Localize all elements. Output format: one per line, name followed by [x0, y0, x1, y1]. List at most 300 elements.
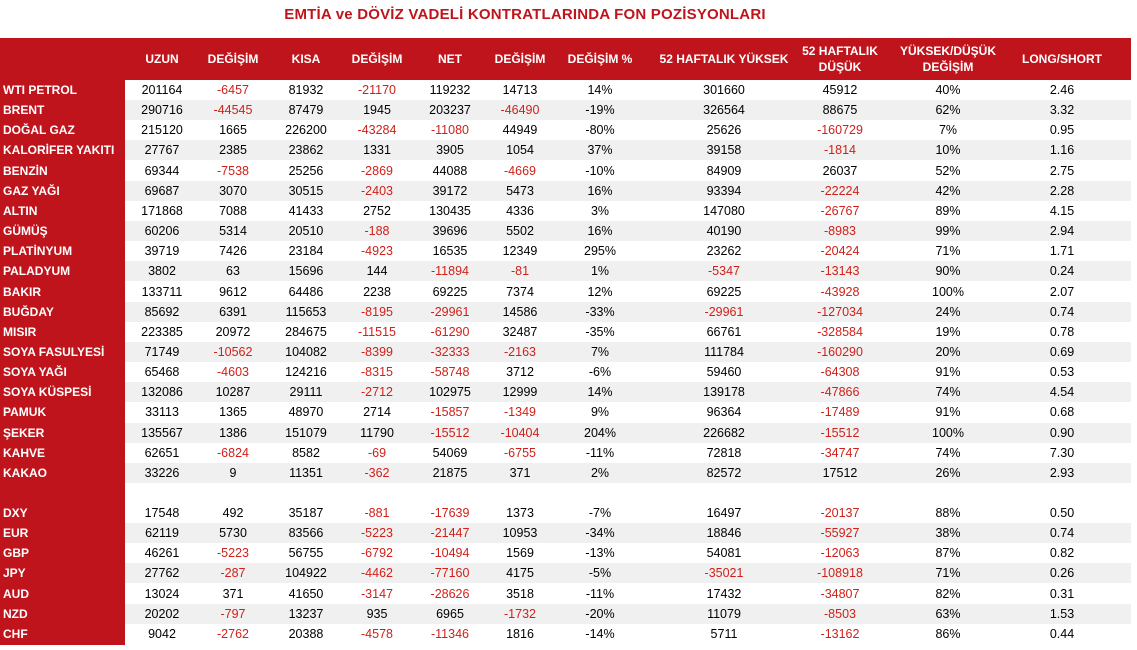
- cell-kisa: 30515: [288, 183, 324, 198]
- cell-52-hafta-dusuk: -64308: [820, 365, 860, 380]
- cell-degisim-yuzde: -19%: [585, 103, 615, 118]
- cell-uzun: 60206: [144, 224, 180, 239]
- cell-long-short: 3.32: [1049, 103, 1075, 118]
- cell-uzun: 9042: [148, 626, 176, 641]
- cell-net: -11346: [431, 626, 469, 641]
- cell-52-hafta-yuksek: 226682: [703, 425, 745, 440]
- cell-52-hafta-dusuk: -8983: [824, 224, 856, 239]
- cell-net: 39172: [432, 183, 468, 198]
- cell-net: -21447: [430, 526, 470, 541]
- cell-long-short: 0.68: [1049, 405, 1075, 420]
- cell-degisim-kisa: -6792: [361, 546, 393, 561]
- cell-degisim-yuzde: -11%: [585, 445, 615, 460]
- cell-uzun: 62651: [144, 445, 180, 460]
- cell-degisim-yuzde: 2%: [590, 465, 610, 480]
- cell-52-hafta-dusuk: 17512: [822, 465, 858, 480]
- cell-degisim-net: 14586: [502, 304, 538, 319]
- cell-yuksek-dusuk-degisim: 91%: [935, 365, 961, 380]
- cell-degisim-uzun: 3070: [219, 183, 247, 198]
- cell-yuksek-dusuk-degisim: 38%: [935, 526, 961, 541]
- table-row: [0, 402, 1131, 422]
- cell-long-short: 0.90: [1049, 425, 1075, 440]
- cell-degisim-yuzde: 7%: [590, 344, 610, 359]
- cell-yuksek-dusuk-degisim: 63%: [935, 606, 961, 621]
- cell-degisim-kisa: -11515: [358, 324, 396, 339]
- cell-52-hafta-dusuk: -15512: [820, 425, 860, 440]
- cell-degisim-uzun: 5314: [219, 224, 247, 239]
- header-52-hafta-dusuk: 52 HAFTALIK DÜŞÜK: [802, 44, 878, 74]
- table-row: [0, 282, 1131, 302]
- table-row: [0, 120, 1131, 140]
- cell-degisim-yuzde: 9%: [590, 405, 610, 420]
- cell-net: -29961: [430, 304, 470, 319]
- cell-uzun: 46261: [144, 546, 180, 561]
- table-row: [0, 362, 1131, 382]
- cell-degisim-uzun: 2385: [219, 143, 247, 158]
- cell-net: -61290: [430, 324, 470, 339]
- header-degisim-net: DEĞİŞİM: [494, 52, 546, 66]
- row-label: AUD: [3, 586, 29, 601]
- cell-long-short: 0.26: [1049, 566, 1075, 581]
- table-row: [0, 261, 1131, 281]
- row-label: GÜMÜŞ: [3, 224, 48, 239]
- cell-52-hafta-dusuk: -34747: [820, 445, 860, 460]
- cell-yuksek-dusuk-degisim: 87%: [935, 546, 961, 561]
- cell-52-hafta-dusuk: -12063: [820, 546, 860, 561]
- cell-degisim-kisa: 11790: [360, 425, 394, 440]
- cell-uzun: 27767: [144, 143, 180, 158]
- cell-degisim-kisa: -188: [364, 224, 390, 239]
- table-row: [0, 584, 1131, 604]
- cell-yuksek-dusuk-degisim: 100%: [932, 284, 964, 299]
- cell-degisim-uzun: -287: [220, 566, 246, 581]
- cell-degisim-net: 1373: [506, 506, 534, 520]
- cell-degisim-kisa: -69: [367, 445, 387, 460]
- cell-long-short: 2.94: [1049, 224, 1075, 239]
- cell-degisim-net: 4175: [506, 566, 534, 581]
- cell-net: -11080: [431, 123, 469, 138]
- cell-52-hafta-yuksek: 111784: [704, 344, 744, 359]
- cell-degisim-uzun: 6391: [219, 304, 247, 319]
- cell-net: -28626: [430, 586, 470, 601]
- cell-52-hafta-yuksek: 59460: [706, 365, 742, 380]
- cell-degisim-yuzde: -33%: [585, 304, 615, 319]
- cell-degisim-yuzde: -14%: [585, 626, 615, 641]
- cell-52-hafta-yuksek: -5347: [708, 264, 740, 279]
- row-label: WTI PETROL: [3, 83, 77, 97]
- cell-uzun: 135567: [141, 425, 183, 440]
- cell-uzun: 69687: [144, 183, 180, 198]
- cell-uzun: 17548: [144, 506, 180, 520]
- row-label: JPY: [3, 566, 26, 581]
- cell-yuksek-dusuk-degisim: 86%: [935, 626, 961, 641]
- cell-52-hafta-yuksek: 18846: [706, 526, 742, 541]
- cell-52-hafta-yuksek: 40190: [706, 224, 742, 239]
- cell-yuksek-dusuk-degisim: 62%: [935, 103, 961, 118]
- cell-degisim-net: 1054: [506, 143, 534, 158]
- cell-degisim-net: 3518: [506, 586, 534, 601]
- cell-degisim-kisa: -43284: [357, 123, 397, 138]
- cell-degisim-net: 32487: [502, 324, 538, 339]
- cell-52-hafta-yuksek: 82572: [706, 465, 742, 480]
- cell-long-short: 0.82: [1049, 546, 1075, 561]
- cell-degisim-net: -6755: [504, 445, 536, 460]
- cell-degisim-net: 10953: [502, 526, 538, 541]
- cell-net: 119232: [429, 83, 471, 97]
- cell-degisim-net: -1349: [504, 405, 536, 420]
- cell-degisim-kisa: 2238: [363, 284, 391, 299]
- row-label: KALORİFER YAKITI: [3, 143, 115, 158]
- cell-degisim-yuzde: 16%: [587, 224, 613, 239]
- cell-52-hafta-dusuk: 88675: [822, 103, 858, 118]
- row-label: GBP: [3, 546, 30, 561]
- cell-degisim-yuzde: 204%: [584, 425, 616, 440]
- cell-52-hafta-dusuk: -8503: [824, 606, 856, 621]
- cell-uzun: 65468: [144, 365, 180, 380]
- cell-52-hafta-yuksek: 5711: [710, 626, 738, 641]
- cell-long-short: 4.15: [1049, 203, 1075, 218]
- cell-degisim-uzun: 9: [229, 465, 237, 480]
- cell-degisim-net: -46490: [500, 103, 540, 118]
- cell-degisim-kisa: 935: [366, 606, 388, 621]
- cell-degisim-kisa: 2714: [363, 405, 391, 420]
- table-row: [0, 423, 1131, 443]
- cell-degisim-uzun: 7426: [219, 244, 247, 259]
- cell-uzun: 71749: [144, 344, 180, 359]
- row-label: NZD: [3, 606, 28, 621]
- cell-degisim-uzun: 9612: [219, 284, 247, 299]
- cell-kisa: 41650: [288, 586, 324, 601]
- cell-uzun: 201164: [141, 83, 183, 97]
- cell-long-short: 4.54: [1049, 385, 1075, 400]
- cell-degisim-net: 12349: [502, 244, 538, 259]
- cell-kisa: 41433: [288, 203, 324, 218]
- cell-kisa: 15696: [288, 264, 324, 279]
- cell-long-short: 0.78: [1049, 324, 1075, 339]
- cell-degisim-kisa: -2869: [361, 163, 393, 178]
- cell-52-hafta-yuksek: 66761: [706, 324, 742, 339]
- cell-uzun: 69344: [144, 163, 180, 178]
- cell-kisa: 35187: [288, 506, 324, 520]
- cell-52-hafta-yuksek: 39158: [706, 143, 742, 158]
- table-row: [0, 463, 1131, 483]
- cell-kisa: 11351: [289, 465, 323, 480]
- cell-long-short: 0.53: [1049, 365, 1075, 380]
- cell-yuksek-dusuk-degisim: 52%: [935, 163, 961, 178]
- cell-degisim-net: 1569: [506, 546, 534, 561]
- cell-degisim-yuzde: 37%: [587, 143, 613, 158]
- cell-kisa: 8582: [292, 445, 320, 460]
- cell-long-short: 2.46: [1049, 83, 1075, 97]
- table-row: [0, 523, 1131, 543]
- cell-uzun: 223385: [141, 324, 183, 339]
- cell-uzun: 62119: [145, 526, 179, 541]
- cell-degisim-uzun: 10287: [215, 385, 251, 400]
- cell-long-short: 0.50: [1049, 506, 1075, 520]
- cell-long-short: 0.24: [1049, 264, 1075, 279]
- cell-52-hafta-dusuk: -160290: [817, 344, 863, 359]
- cell-degisim-uzun: -5223: [217, 546, 249, 561]
- cell-52-hafta-dusuk: -108918: [817, 566, 863, 581]
- cell-52-hafta-yuksek: 301660: [703, 83, 745, 97]
- cell-degisim-kisa: 1945: [363, 103, 391, 118]
- table-row: [0, 100, 1131, 120]
- cell-degisim-net: 12999: [502, 385, 538, 400]
- cell-kisa: 284675: [285, 324, 327, 339]
- cell-net: 3905: [436, 143, 464, 158]
- table-row: [0, 140, 1131, 160]
- cell-degisim-net: 7374: [506, 284, 534, 299]
- cell-degisim-net: -81: [510, 264, 530, 279]
- cell-degisim-kisa: -5223: [361, 526, 393, 541]
- cell-degisim-kisa: -2403: [361, 183, 393, 198]
- table-row: [0, 604, 1131, 624]
- cell-degisim-yuzde: -13%: [585, 546, 615, 561]
- cell-net: 6965: [436, 606, 464, 621]
- cell-kisa: 23862: [288, 143, 324, 158]
- cell-degisim-net: 5473: [506, 183, 534, 198]
- cell-52-hafta-yuksek: 147080: [703, 203, 745, 218]
- cell-uzun: 39719: [144, 244, 180, 259]
- cell-net: -17639: [430, 506, 470, 520]
- table-row: [0, 563, 1131, 583]
- cell-52-hafta-dusuk: -43928: [820, 284, 860, 299]
- cell-long-short: 2.07: [1049, 284, 1075, 299]
- cell-net: 54069: [432, 445, 468, 460]
- cell-kisa: 104922: [285, 566, 327, 581]
- cell-degisim-yuzde: 14%: [587, 83, 613, 97]
- cell-degisim-uzun: 7088: [219, 203, 247, 218]
- cell-kisa: 48970: [288, 405, 324, 420]
- cell-52-hafta-dusuk: -13143: [820, 264, 860, 279]
- row-label: MISIR: [3, 324, 37, 339]
- cell-yuksek-dusuk-degisim: 99%: [935, 224, 961, 239]
- cell-net: -77160: [430, 566, 470, 581]
- cell-degisim-uzun: -4603: [217, 365, 249, 380]
- cell-yuksek-dusuk-degisim: 90%: [935, 264, 961, 279]
- header-long-short: LONG/SHORT: [1022, 52, 1102, 66]
- cell-yuksek-dusuk-degisim: 91%: [935, 405, 961, 420]
- cell-52-hafta-dusuk: -328584: [817, 324, 863, 339]
- cell-yuksek-dusuk-degisim: 82%: [935, 586, 961, 601]
- cell-uzun: 290716: [141, 103, 183, 118]
- cell-degisim-net: -4669: [504, 163, 536, 178]
- cell-52-hafta-yuksek: -35021: [704, 566, 744, 581]
- cell-degisim-uzun: 371: [222, 586, 244, 601]
- cell-kisa: 81932: [288, 83, 324, 97]
- cell-degisim-uzun: -6457: [217, 83, 249, 97]
- cell-52-hafta-yuksek: 139178: [703, 385, 745, 400]
- header-yuksek-dusuk-degisim: YÜKSEK/DÜŞÜK DEĞİŞİM: [899, 44, 996, 74]
- cell-degisim-yuzde: -35%: [585, 324, 615, 339]
- cell-yuksek-dusuk-degisim: 74%: [935, 385, 961, 400]
- table-header: [0, 38, 1131, 80]
- cell-uzun: 215120: [141, 123, 183, 138]
- row-label: ŞEKER: [3, 425, 45, 440]
- cell-degisim-kisa: 2752: [363, 203, 391, 218]
- page-title: EMTİA ve DÖVİZ VADELİ KONTRATLARINDA FON POZİSYONLARI: [284, 6, 766, 23]
- cell-uzun: 33113: [145, 405, 179, 420]
- cell-degisim-net: -1732: [504, 606, 536, 621]
- cell-yuksek-dusuk-degisim: 89%: [935, 203, 961, 218]
- row-label: SOYA KÜSPESİ: [3, 385, 92, 400]
- cell-degisim-net: 4336: [506, 203, 534, 218]
- cell-degisim-kisa: -3147: [361, 586, 393, 601]
- cell-net: -15857: [430, 405, 470, 420]
- table-row: [0, 241, 1131, 261]
- row-label: SOYA FASULYESİ: [3, 344, 105, 359]
- table-row: [0, 322, 1131, 342]
- cell-52-hafta-dusuk: -26767: [820, 203, 860, 218]
- cell-long-short: 1.71: [1049, 244, 1075, 259]
- cell-kisa: 83566: [288, 526, 324, 541]
- cell-52-hafta-yuksek: 326564: [703, 103, 745, 118]
- cell-net: 130435: [429, 203, 471, 218]
- cell-degisim-kisa: -4462: [361, 566, 393, 581]
- cell-net: 102975: [429, 385, 471, 400]
- cell-kisa: 151079: [285, 425, 327, 440]
- cell-52-hafta-dusuk: -127034: [817, 304, 863, 319]
- row-label: KAHVE: [3, 445, 46, 460]
- cell-kisa: 13237: [288, 606, 324, 621]
- cell-degisim-uzun: 1365: [219, 405, 247, 420]
- cell-degisim-uzun: -7538: [217, 163, 249, 178]
- cell-degisim-uzun: 492: [222, 506, 244, 520]
- cell-degisim-net: 44949: [502, 123, 538, 138]
- row-label: DOĞAL GAZ: [3, 123, 75, 138]
- table-row: [0, 503, 1131, 523]
- cell-degisim-net: 14713: [502, 83, 538, 97]
- table-row: [0, 302, 1131, 322]
- cell-yuksek-dusuk-degisim: 7%: [938, 123, 958, 138]
- row-label: BRENT: [3, 103, 45, 118]
- cell-52-hafta-yuksek: 96364: [706, 405, 742, 420]
- cell-52-hafta-yuksek: 17432: [706, 586, 742, 601]
- cell-net: 69225: [432, 284, 468, 299]
- cell-degisim-net: -2163: [504, 344, 536, 359]
- cell-yuksek-dusuk-degisim: 19%: [935, 324, 961, 339]
- cell-long-short: 1.53: [1049, 606, 1075, 621]
- cell-52-hafta-yuksek: 54081: [706, 546, 742, 561]
- cell-yuksek-dusuk-degisim: 100%: [932, 425, 964, 440]
- cell-52-hafta-dusuk: 26037: [822, 163, 858, 178]
- cell-degisim-kisa: 1331: [363, 143, 391, 158]
- cell-net: 203237: [429, 103, 471, 118]
- cell-long-short: 0.69: [1049, 344, 1075, 359]
- cell-degisim-uzun: 20972: [215, 324, 251, 339]
- cell-net: 21875: [432, 465, 468, 480]
- cell-degisim-yuzde: 295%: [584, 244, 616, 259]
- cell-degisim-kisa: -4578: [361, 626, 393, 641]
- cell-52-hafta-dusuk: -160729: [817, 123, 863, 138]
- cell-yuksek-dusuk-degisim: 71%: [935, 566, 961, 581]
- cell-long-short: 7.30: [1049, 445, 1075, 460]
- cell-long-short: 0.44: [1049, 626, 1075, 641]
- cell-yuksek-dusuk-degisim: 42%: [935, 183, 961, 198]
- cell-long-short: 0.95: [1049, 123, 1075, 138]
- cell-degisim-kisa: -8315: [361, 365, 393, 380]
- row-label: CHF: [3, 626, 28, 641]
- row-label: BUĞDAY: [3, 304, 54, 319]
- cell-yuksek-dusuk-degisim: 10%: [935, 143, 961, 158]
- cell-52-hafta-dusuk: -55927: [820, 526, 860, 541]
- cell-degisim-yuzde: 3%: [590, 203, 610, 218]
- cell-yuksek-dusuk-degisim: 74%: [935, 445, 961, 460]
- cell-net: -11894: [431, 264, 469, 279]
- header-uzun: UZUN: [145, 52, 179, 66]
- cell-kisa: 104082: [285, 344, 327, 359]
- cell-degisim-yuzde: -5%: [588, 566, 612, 581]
- cell-52-hafta-dusuk: -22224: [820, 183, 860, 198]
- cell-degisim-uzun: -10562: [213, 344, 253, 359]
- row-label: DXY: [3, 506, 28, 520]
- cell-52-hafta-yuksek: 11079: [707, 606, 741, 621]
- cell-52-hafta-dusuk: -34807: [820, 586, 860, 601]
- row-label: PLATİNYUM: [3, 244, 73, 259]
- table-row: [0, 342, 1131, 362]
- cell-52-hafta-dusuk: 45912: [822, 83, 858, 97]
- cell-52-hafta-dusuk: -1814: [824, 143, 856, 158]
- cell-long-short: 2.93: [1049, 465, 1075, 480]
- cell-kisa: 29111: [289, 385, 323, 400]
- cell-52-hafta-dusuk: -17489: [820, 405, 860, 420]
- header-kisa: KISA: [291, 52, 321, 66]
- row-label: PAMUK: [3, 405, 47, 420]
- cell-yuksek-dusuk-degisim: 40%: [935, 83, 961, 97]
- cell-52-hafta-dusuk: -20424: [820, 244, 860, 259]
- cell-52-hafta-yuksek: 16497: [706, 506, 742, 520]
- cell-degisim-kisa: -8399: [361, 344, 393, 359]
- cell-degisim-uzun: 1386: [219, 425, 247, 440]
- cell-net: 44088: [432, 163, 468, 178]
- cell-net: 39696: [432, 224, 468, 239]
- cell-long-short: 0.74: [1049, 304, 1075, 319]
- cell-yuksek-dusuk-degisim: 88%: [935, 506, 961, 520]
- table-row: [0, 80, 1131, 100]
- row-label: BENZİN: [3, 163, 48, 178]
- cell-uzun: 3802: [148, 264, 176, 279]
- cell-52-hafta-yuksek: -29961: [704, 304, 744, 319]
- cell-degisim-kisa: -362: [364, 465, 390, 480]
- cell-52-hafta-yuksek: 93394: [706, 183, 742, 198]
- cell-yuksek-dusuk-degisim: 24%: [935, 304, 961, 319]
- cell-degisim-uzun: 1665: [219, 123, 247, 138]
- cell-long-short: 0.74: [1049, 526, 1075, 541]
- cell-degisim-yuzde: -20%: [585, 606, 615, 621]
- header-degisim-uzun: DEĞİŞİM: [207, 52, 259, 66]
- cell-kisa: 226200: [285, 123, 327, 138]
- cell-net: -10494: [430, 546, 470, 561]
- header-net: NET: [438, 52, 462, 66]
- cell-degisim-uzun: -2762: [217, 626, 249, 641]
- row-label: EUR: [3, 526, 29, 541]
- cell-uzun: 13024: [144, 586, 180, 601]
- cell-degisim-uzun: -797: [220, 606, 246, 621]
- cell-net: 16535: [432, 244, 468, 259]
- header-52-hafta-yuksek: 52 HAFTALIK YÜKSEK: [659, 52, 789, 66]
- table-row: [0, 543, 1131, 563]
- cell-degisim-yuzde: -34%: [585, 526, 615, 541]
- cell-kisa: 124216: [285, 365, 327, 380]
- cell-degisim-yuzde: -80%: [585, 123, 615, 138]
- cell-degisim-yuzde: -11%: [585, 586, 615, 601]
- cell-52-hafta-yuksek: 72818: [706, 445, 742, 460]
- cell-kisa: 64486: [288, 284, 324, 299]
- cell-uzun: 27762: [144, 566, 180, 581]
- cell-kisa: 87479: [288, 103, 324, 118]
- cell-degisim-net: 5502: [506, 224, 534, 239]
- cell-degisim-uzun: 63: [226, 264, 240, 279]
